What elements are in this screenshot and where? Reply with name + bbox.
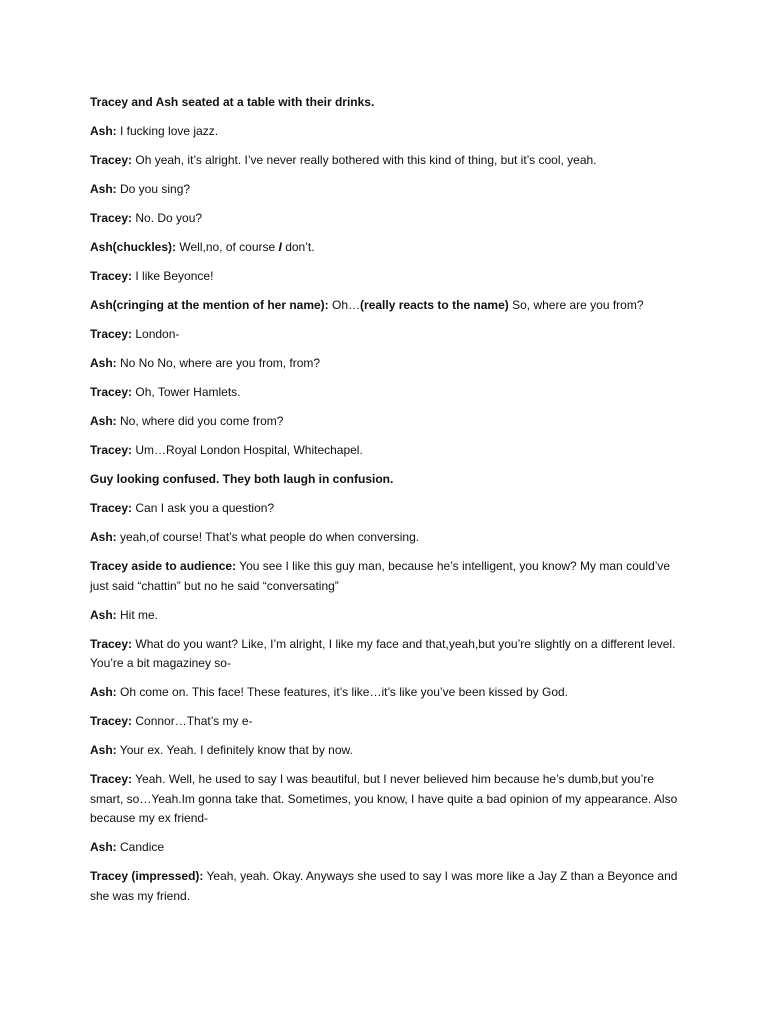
dialogue-text: I fucking love jazz. xyxy=(116,124,219,138)
speaker: Tracey: xyxy=(90,211,133,225)
dialogue-text: What do you want? Like, I’m alright, I like my face and that,yeah,but you’re slightly on a different level. You’re a bit magaziney so- xyxy=(90,636,676,670)
dialogue-line xyxy=(90,354,680,374)
dialogue-text: Connor…That’s my e- xyxy=(132,714,253,728)
dialogue-text: Yeah. Well, he used to say I was beautiful, but I never believed him because he’s dumb,but you’re smart, so…Yeah.Im gonna take that. Sometimes, you know, I have quite a bad opinion of my appearance. Also because my ex friend- xyxy=(90,772,678,825)
dialogue-text: Oh, Tower Hamlets. xyxy=(132,385,241,399)
dialogue-text: London- xyxy=(132,327,180,341)
dialogue-text: So, where are you from? xyxy=(508,298,644,312)
dialogue-text: Do you sing? xyxy=(116,182,191,196)
dialogue-line xyxy=(90,528,680,548)
speaker: Ash: xyxy=(90,607,117,622)
dialogue-line xyxy=(90,383,680,403)
dialogue-text: Well,no, of course xyxy=(176,240,279,254)
emphasis-text: I xyxy=(278,240,282,254)
speaker: Tracey aside to audience: xyxy=(90,559,237,573)
dialogue-text: Candice xyxy=(116,840,165,854)
dialogue-line xyxy=(90,441,680,461)
speaker: Ash: xyxy=(90,530,117,544)
dialogue-line xyxy=(90,267,680,287)
stage-direction: Guy looking confused. They both laugh in confusion. xyxy=(90,472,394,486)
dialogue-line xyxy=(90,770,680,829)
dialogue-text: Can I ask you a question? xyxy=(132,501,275,515)
dialogue-line xyxy=(90,683,680,703)
script-page xyxy=(90,93,680,916)
speaker: Tracey: xyxy=(90,385,133,399)
dialogue-text: don’t. xyxy=(281,240,315,254)
speaker: Tracey: xyxy=(90,501,133,515)
dialogue-line xyxy=(90,296,680,316)
dialogue-line xyxy=(90,122,680,142)
dialogue-line xyxy=(90,180,680,200)
dialogue-line xyxy=(90,741,680,761)
dialogue-line xyxy=(90,635,680,674)
dialogue-text: yeah,of course! That’s what people do when conversing. xyxy=(116,530,420,544)
dialogue-line xyxy=(90,238,680,258)
speaker: Ash: xyxy=(90,685,117,699)
dialogue-text: Your ex. Yeah. I definitely know that by now. xyxy=(116,743,353,757)
dialogue-text: You see I like this guy man, because he’s intelligent, you know? My man could’ve just said “chattin” but no he said “conversating” xyxy=(90,559,671,593)
speaker: Ash: xyxy=(90,356,117,370)
dialogue-text: No No No, where are you from, from? xyxy=(116,356,321,370)
dialogue-text: Oh… xyxy=(328,298,361,312)
dialogue-text: Oh come on. This face! These features, it’s like…it’s like you’ve been kissed by God. xyxy=(116,685,569,699)
speaker: Tracey: xyxy=(90,636,133,651)
dialogue-line xyxy=(90,151,680,171)
speaker: Tracey: xyxy=(90,443,133,457)
dialogue-text: Yeah, yeah. Okay. Anyways she used to say I was more like a Jay Z than a Beyonce and she was my friend. xyxy=(90,869,678,903)
speaker: Tracey: xyxy=(90,269,133,283)
speaker: Tracey: xyxy=(90,153,133,167)
dialogue-text: Hit me. xyxy=(116,607,159,622)
speaker: Ash: xyxy=(90,182,117,196)
dialogue-line xyxy=(90,412,680,432)
inline-direction: (really reacts to the name) xyxy=(360,298,509,312)
dialogue-text: I like Beyonce! xyxy=(132,269,214,283)
dialogue-line xyxy=(90,557,680,596)
dialogue-line xyxy=(90,712,680,732)
speaker: Ash: xyxy=(90,743,117,757)
speaker: Tracey: xyxy=(90,772,133,786)
stage-direction: Tracey and Ash seated at a table with their drinks. xyxy=(90,95,375,109)
dialogue-line xyxy=(90,209,680,229)
dialogue-text: No, where did you come from? xyxy=(116,414,284,428)
speaker: Tracey: xyxy=(90,327,133,341)
dialogue-line xyxy=(90,325,680,345)
dialogue-text: Oh yeah, it’s alright. I’ve never really bothered with this kind of thing, but it’s cool, yeah. xyxy=(132,153,597,167)
dialogue-text: Um…Royal London Hospital, Whitechapel. xyxy=(132,443,363,457)
speaker: Tracey: xyxy=(90,714,133,728)
speaker: Tracey (impressed): xyxy=(90,869,204,883)
speaker: Ash: xyxy=(90,414,117,428)
speaker: Ash: xyxy=(90,840,117,854)
dialogue-line xyxy=(90,606,680,626)
speaker: Ash: xyxy=(90,124,117,138)
speaker: Ash(chuckles): xyxy=(90,240,177,254)
dialogue-text: No. Do you? xyxy=(132,211,203,225)
speaker: Ash(cringing at the mention of her name): xyxy=(90,298,329,312)
dialogue-line xyxy=(90,838,680,858)
dialogue-line xyxy=(90,867,680,906)
dialogue-line xyxy=(90,499,680,519)
